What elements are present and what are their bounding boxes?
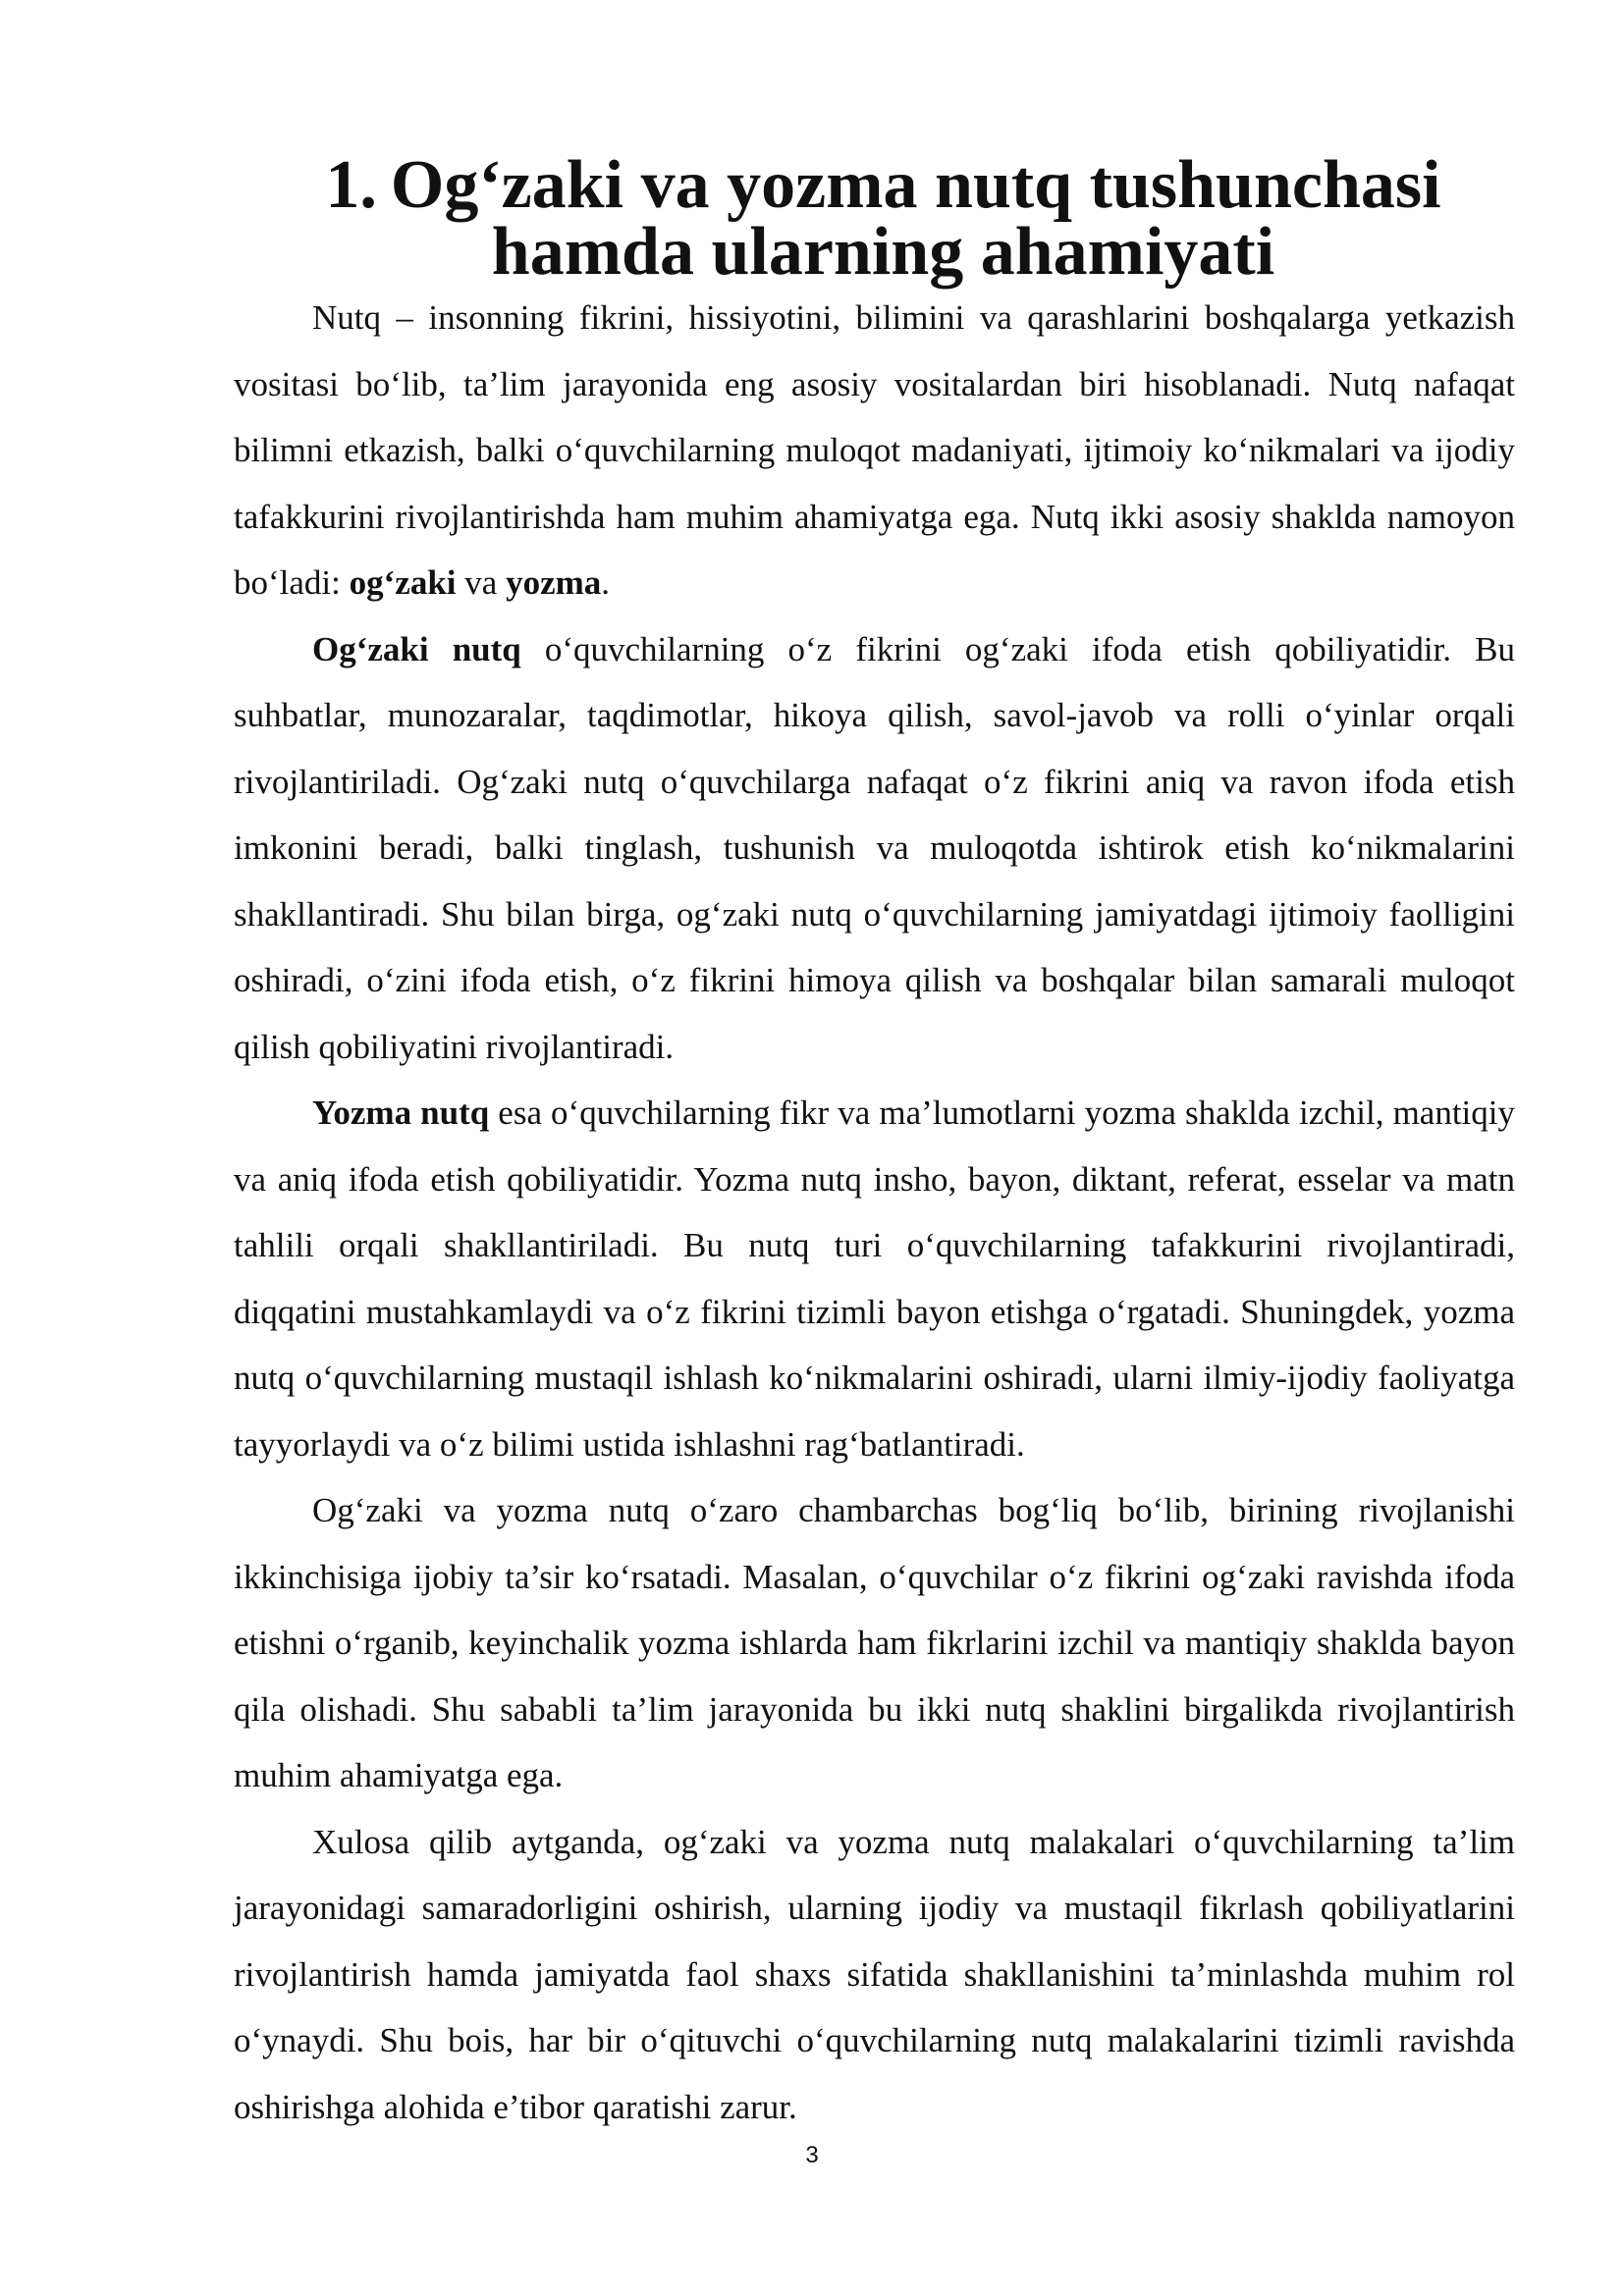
page-content: [234, 147, 1516, 2140]
section-heading: [234, 147, 1515, 290]
paragraph-text: o‘quvchilarning o‘z fikrini og‘zaki ifoda etish qobiliyatidir. Bu suhbatlar, munozaralar, taqdimotlar, hikoya qilish, savol-javob va rolli o‘yinlar orqali rivojlantiriladi. Og‘zaki nutq o‘quvchilarga nafaqat o‘z fikrini aniq va ravon ifoda etish imkonini beradi, balki tinglash, tushunish va muloqotda ishtirok etish ko‘nikmalarini shakllantiradi. Shu bilan birga, og‘zaki nutq o‘quvchilarning jamiyatdagi ijtimoiy faolligini oshiradi, o‘zini ifoda etish, o‘z fikrini himoya qilish va boshqalar bilan samarali muloqot qilish qobiliyatini rivojlantiradi.: [234, 629, 1516, 1066]
paragraph-oral-speech: [234, 616, 1515, 1081]
paragraph-conclusion: [234, 1809, 1515, 2141]
paragraph-text: Og‘zaki va yozma nutq o‘zaro chambarchas bog‘liq bo‘lib, birining rivojlanishi ikkinchisiga ijobiy ta’sir ko‘rsatadi. Masalan, o‘quvchilar o‘z fikrini og‘zaki ravishda ifoda etishni o‘rganib, keyinchalik yozma ishlarda ham fikrlarini izchil va mantiqiy shaklda bayon qila olishadi. Shu sababli ta’lim jarayonida bu ikki nutq shaklini birgalikda rivojlantirish muhim ahamiyatga ega.: [234, 1491, 1515, 1794]
section-number: 1.: [325, 147, 377, 223]
paragraph-text: Xulosa qilib aytganda, og‘zaki va yozma nutq malakalari o‘quvchilarning ta’lim jarayonidagi samaradorligini oshirish, ularning ijodiy va mustaqil fikrlash qobiliyatlarini rivojlantirish hamda jamiyatda faol shaxs sifatida shakllanishini ta’minlashda muhim rol o‘ynaydi. Shu bois, har bir o‘qituvchi o‘quvchilarning nutq malakalarini tizimli ravishda oshirishga alohida e’tibor qaratishi zarur.: [234, 1822, 1515, 2126]
paragraph-relationship: [234, 1477, 1515, 1809]
bold-term: Og‘zaki nutq: [312, 629, 521, 668]
bold-term-written: yozma: [506, 563, 602, 602]
page-number: 3: [805, 2142, 819, 2168]
paragraph-written-speech: [234, 1080, 1515, 1477]
bold-term: Yozma nutq: [312, 1094, 490, 1132]
paragraph-intro: [234, 285, 1515, 616]
paragraph-text: .: [601, 563, 611, 602]
bold-term-oral: og‘zaki: [349, 563, 457, 602]
paragraph-text: Nutq – insonning fikrini, hissiyotini, bilimini va qarashlarini boshqalarga yetkazish vositasi bo‘lib, ta’lim jarayonida eng asosiy vositalardan biri hisoblanadi. Nutq nafaqat bilimni etkazish, balki o‘quvchilarning muloqot madaniyati, ijtimoiy ko‘nikmalari va ijodiy tafakkurini rivojlantirishda ham muhim ahamiyatga ega. Nutq ikki asosiy shaklda namoyon bo‘ladi:: [234, 298, 1515, 602]
section-title: Og‘zaki va yozma nutq tushunchasi hamda ularning ahamiyati: [390, 147, 1441, 290]
paragraph-text: va: [456, 563, 507, 602]
paragraph-text: esa o‘quvchilarning fikr va ma’lumotlarni yozma shaklda izchil, mantiqiy va aniq ifoda etish qobiliyatidir. Yozma nutq insho, bayon, diktant, referat, esselar va matn tahlili orqali shakllantiriladi. Bu nutq turi o‘quvchilarning tafakkurini rivojlantiradi, diqqatini mustahkamlaydi va o‘z fikrini tizimli bayon etishga o‘rgatadi. Shuningdek, yozma nutq o‘quvchilarning mustaqil ishlash ko‘nikmalarini oshiradi, ularni ilmiy-ijodiy faoliyatga tayyorlaydi va o‘z bilimi ustida ishlashni rag‘batlantiradi.: [234, 1094, 1516, 1464]
